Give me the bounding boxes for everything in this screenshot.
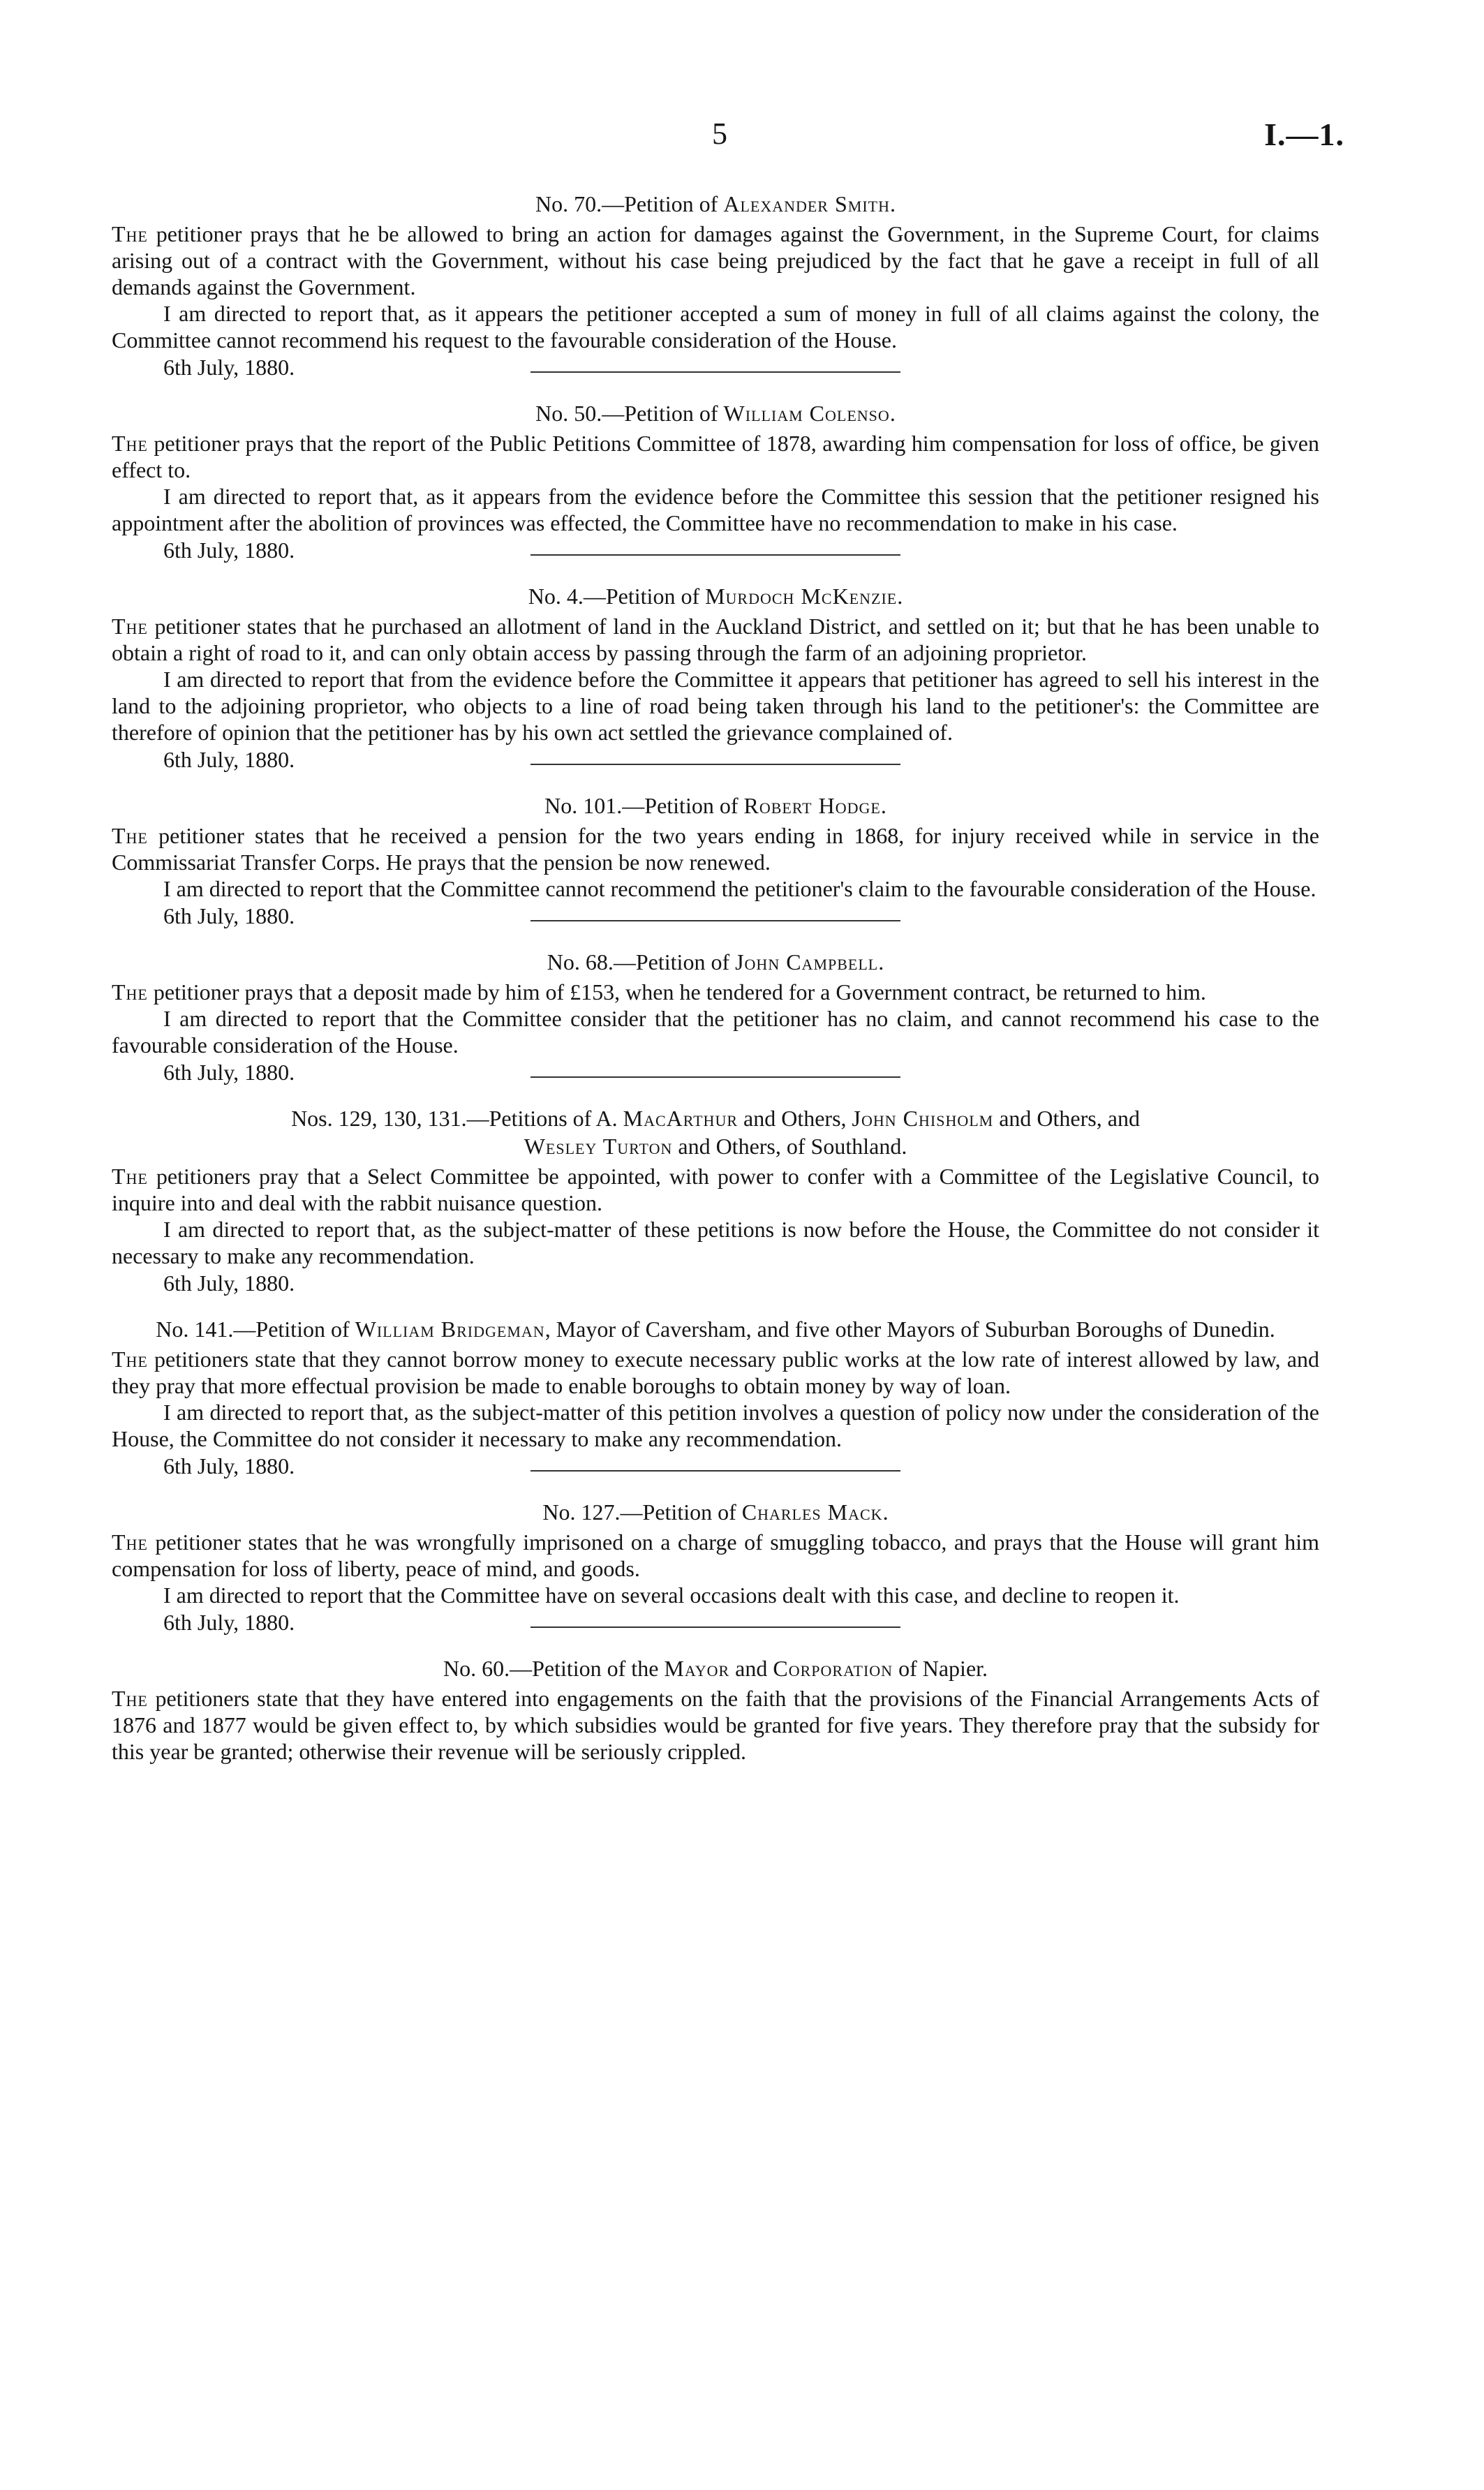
petitioner-name: William Bridgeman (355, 1317, 545, 1342)
report-date: 6th July, 1880. (163, 1060, 295, 1085)
petitioner-name: Charles Mack (741, 1499, 883, 1525)
petition-prayer: The petitioner prays that a deposit made by him of £153, when he tendered for a Government contract, be returned to him. (112, 979, 1206, 1005)
petition-prayer: The petitioner prays that the report of the Public Petitions Committee of 1878, awarding him compensation for loss of office, be given effect to. (112, 431, 1319, 482)
document-reference: I.—1. (1264, 117, 1344, 152)
section-divider (530, 1626, 900, 1628)
petition-prayer: The petitioners pray that a Select Committee be appointed, with power to confer with a Committee of the Legislative Council, to inquire into and deal with the rabbit nuisance question. (112, 1164, 1319, 1215)
committee-report: I am directed to report that, as the subject-matter of these petitions is now before the House, the Committee do not consider it necessary to make any recommendation. (112, 1217, 1319, 1268)
petition-prayer: The petitioner states that he was wrongfully imprisoned on a charge of smuggling tobacco, and prays that the House will grant him compensation for loss of liberty, peace of mind, and goods. (112, 1529, 1319, 1581)
report-date: 6th July, 1880. (163, 1453, 295, 1479)
petition-title: No. 141.—Petition of William Bridgeman, Mayor of Caversham, and five other Mayors of Suburban Boroughs of Dunedin. (156, 1317, 1275, 1342)
petitioner-name: Robert Hodge (743, 793, 881, 818)
committee-report: I am directed to report that the Committee consider that the petitioner has no claim, and cannot recommend his case to the favourable consideration of the House. (112, 1006, 1319, 1058)
petition-title: No. 60.—Petition of the Mayor and Corporation of Napier. (443, 1656, 988, 1681)
petition-title: No. 50.—Petition of William Colenso. (535, 401, 896, 426)
petition-section (112, 1315, 1319, 1480)
committee-report: I am directed to report that, as it appears from the evidence before the Committee this session that the petitioner resigned his appointment after the abolition of provinces was effected, the Committee have no recommendation to make in his case. (112, 484, 1319, 535)
page-header (0, 116, 1484, 158)
petitioner-name: MacArthur (623, 1106, 739, 1131)
petition-title: No. 101.—Petition of Robert Hodge. (544, 793, 886, 818)
committee-report: I am directed to report that from the evidence before the Committee it appears that petitioner has agreed to sell his interest in the land to the adjoining proprietor, who objects to a line of road being taken through his land to the petitioner's: the Committee are therefore of opinion that the petitioner has by his own act settled the grievance complained of. (112, 667, 1319, 745)
petition-title: Nos. 129, 130, 131.—Petitions of A. MacArthur and Others, John Chisholm and Others, and Wesley Turton and Others, of Southland. (291, 1106, 1140, 1159)
page-content (112, 190, 1319, 1765)
petitioner-name: William Colenso (723, 401, 890, 426)
committee-report: I am directed to report that, as the subject-matter of this petition involves a question of policy now under the consideration of the House, the Committee do not consider it necessary to make any recommendation. (112, 1400, 1319, 1451)
petition-section (112, 1104, 1319, 1297)
petitioner-name: Wesley Turton (524, 1134, 673, 1159)
petitioner-name: John Chisholm (852, 1106, 994, 1131)
petition-prayer: The petitioner states that he received a pension for the two years ending in 1868, for injury received while in service in the Commissariat Transfer Corps. He prays that the pension be now renewed. (112, 823, 1319, 875)
section-divider (530, 1470, 900, 1472)
report-date: 6th July, 1880. (163, 355, 295, 380)
petition-title: No. 68.—Petition of John Campbell. (547, 949, 884, 974)
section-divider (530, 371, 900, 373)
section-divider (530, 1076, 900, 1078)
petition-prayer: The petitioners state that they have entered into engagements on the faith that the provisions of the Financial Arrangements Acts of 1876 and 1877 would be given effect to, by which subsidies would be granted for five years. They therefore pray that the subsidy for this year be granted; otherwise their revenue will be seriously crippled. (112, 1686, 1319, 1764)
section-divider (530, 920, 900, 921)
report-date: 6th July, 1880. (163, 538, 295, 563)
petition-title: No. 70.—Petition of Alexander Smith. (535, 191, 896, 216)
petition-title: No. 127.—Petition of Charles Mack. (542, 1499, 889, 1525)
petition-prayer: The petitioners state that they cannot borrow money to execute necessary public works at the low rate of interest allowed by law, and they pray that more effectual provision be made to enable boroughs to obtain money by way of loan. (112, 1347, 1319, 1398)
report-date: 6th July, 1880. (163, 747, 295, 772)
petition-prayer: The petitioner prays that he be allowed to bring an action for damages against the Government, in the Supreme Court, for claims arising out of a contract with the Government, without his case being prejudiced by the fact that he gave a receipt in full of all demands against the Government. (112, 221, 1319, 299)
section-divider (530, 764, 900, 765)
petition-section (112, 948, 1319, 1086)
petitioner-name: Mayor (664, 1656, 730, 1681)
committee-report: I am directed to report that, as it appears the petitioner accepted a sum of money in full of all claims against the colony, the Committee cannot recommend his request to the favourable consideration of the House. (112, 301, 1319, 353)
petitioner-name: Murdoch McKenzie (705, 584, 898, 609)
petitioner-name: John Campbell (735, 949, 879, 974)
petitioner-name: Corporation (773, 1656, 893, 1681)
report-date: 6th July, 1880. (163, 1610, 295, 1635)
page-number: 5 (712, 117, 727, 151)
petition-section (112, 792, 1319, 930)
petition-section (112, 399, 1319, 564)
committee-report: I am directed to report that the Committee cannot recommend the petitioner's claim to the favourable consideration of the House. (163, 876, 1316, 901)
report-date: 6th July, 1880. (163, 903, 295, 928)
section-divider (530, 554, 900, 556)
petition-section (112, 582, 1319, 773)
petition-section (112, 1498, 1319, 1636)
petition-prayer: The petitioner states that he purchased an allotment of land in the Auckland District, and settled on it; but that he has been unable to obtain a right of road to it, and can only obtain access by passing through the farm of an adjoining proprietor. (112, 614, 1319, 665)
petition-title: No. 4.—Petition of Murdoch McKenzie. (528, 584, 903, 609)
petition-section (112, 1654, 1319, 1765)
petition-section (112, 190, 1319, 381)
committee-report: I am directed to report that the Committee have on several occasions dealt with this case, and decline to reopen it. (163, 1583, 1180, 1608)
report-date: 6th July, 1880. (163, 1270, 295, 1296)
petitioner-name: Alexander Smith (723, 191, 890, 216)
